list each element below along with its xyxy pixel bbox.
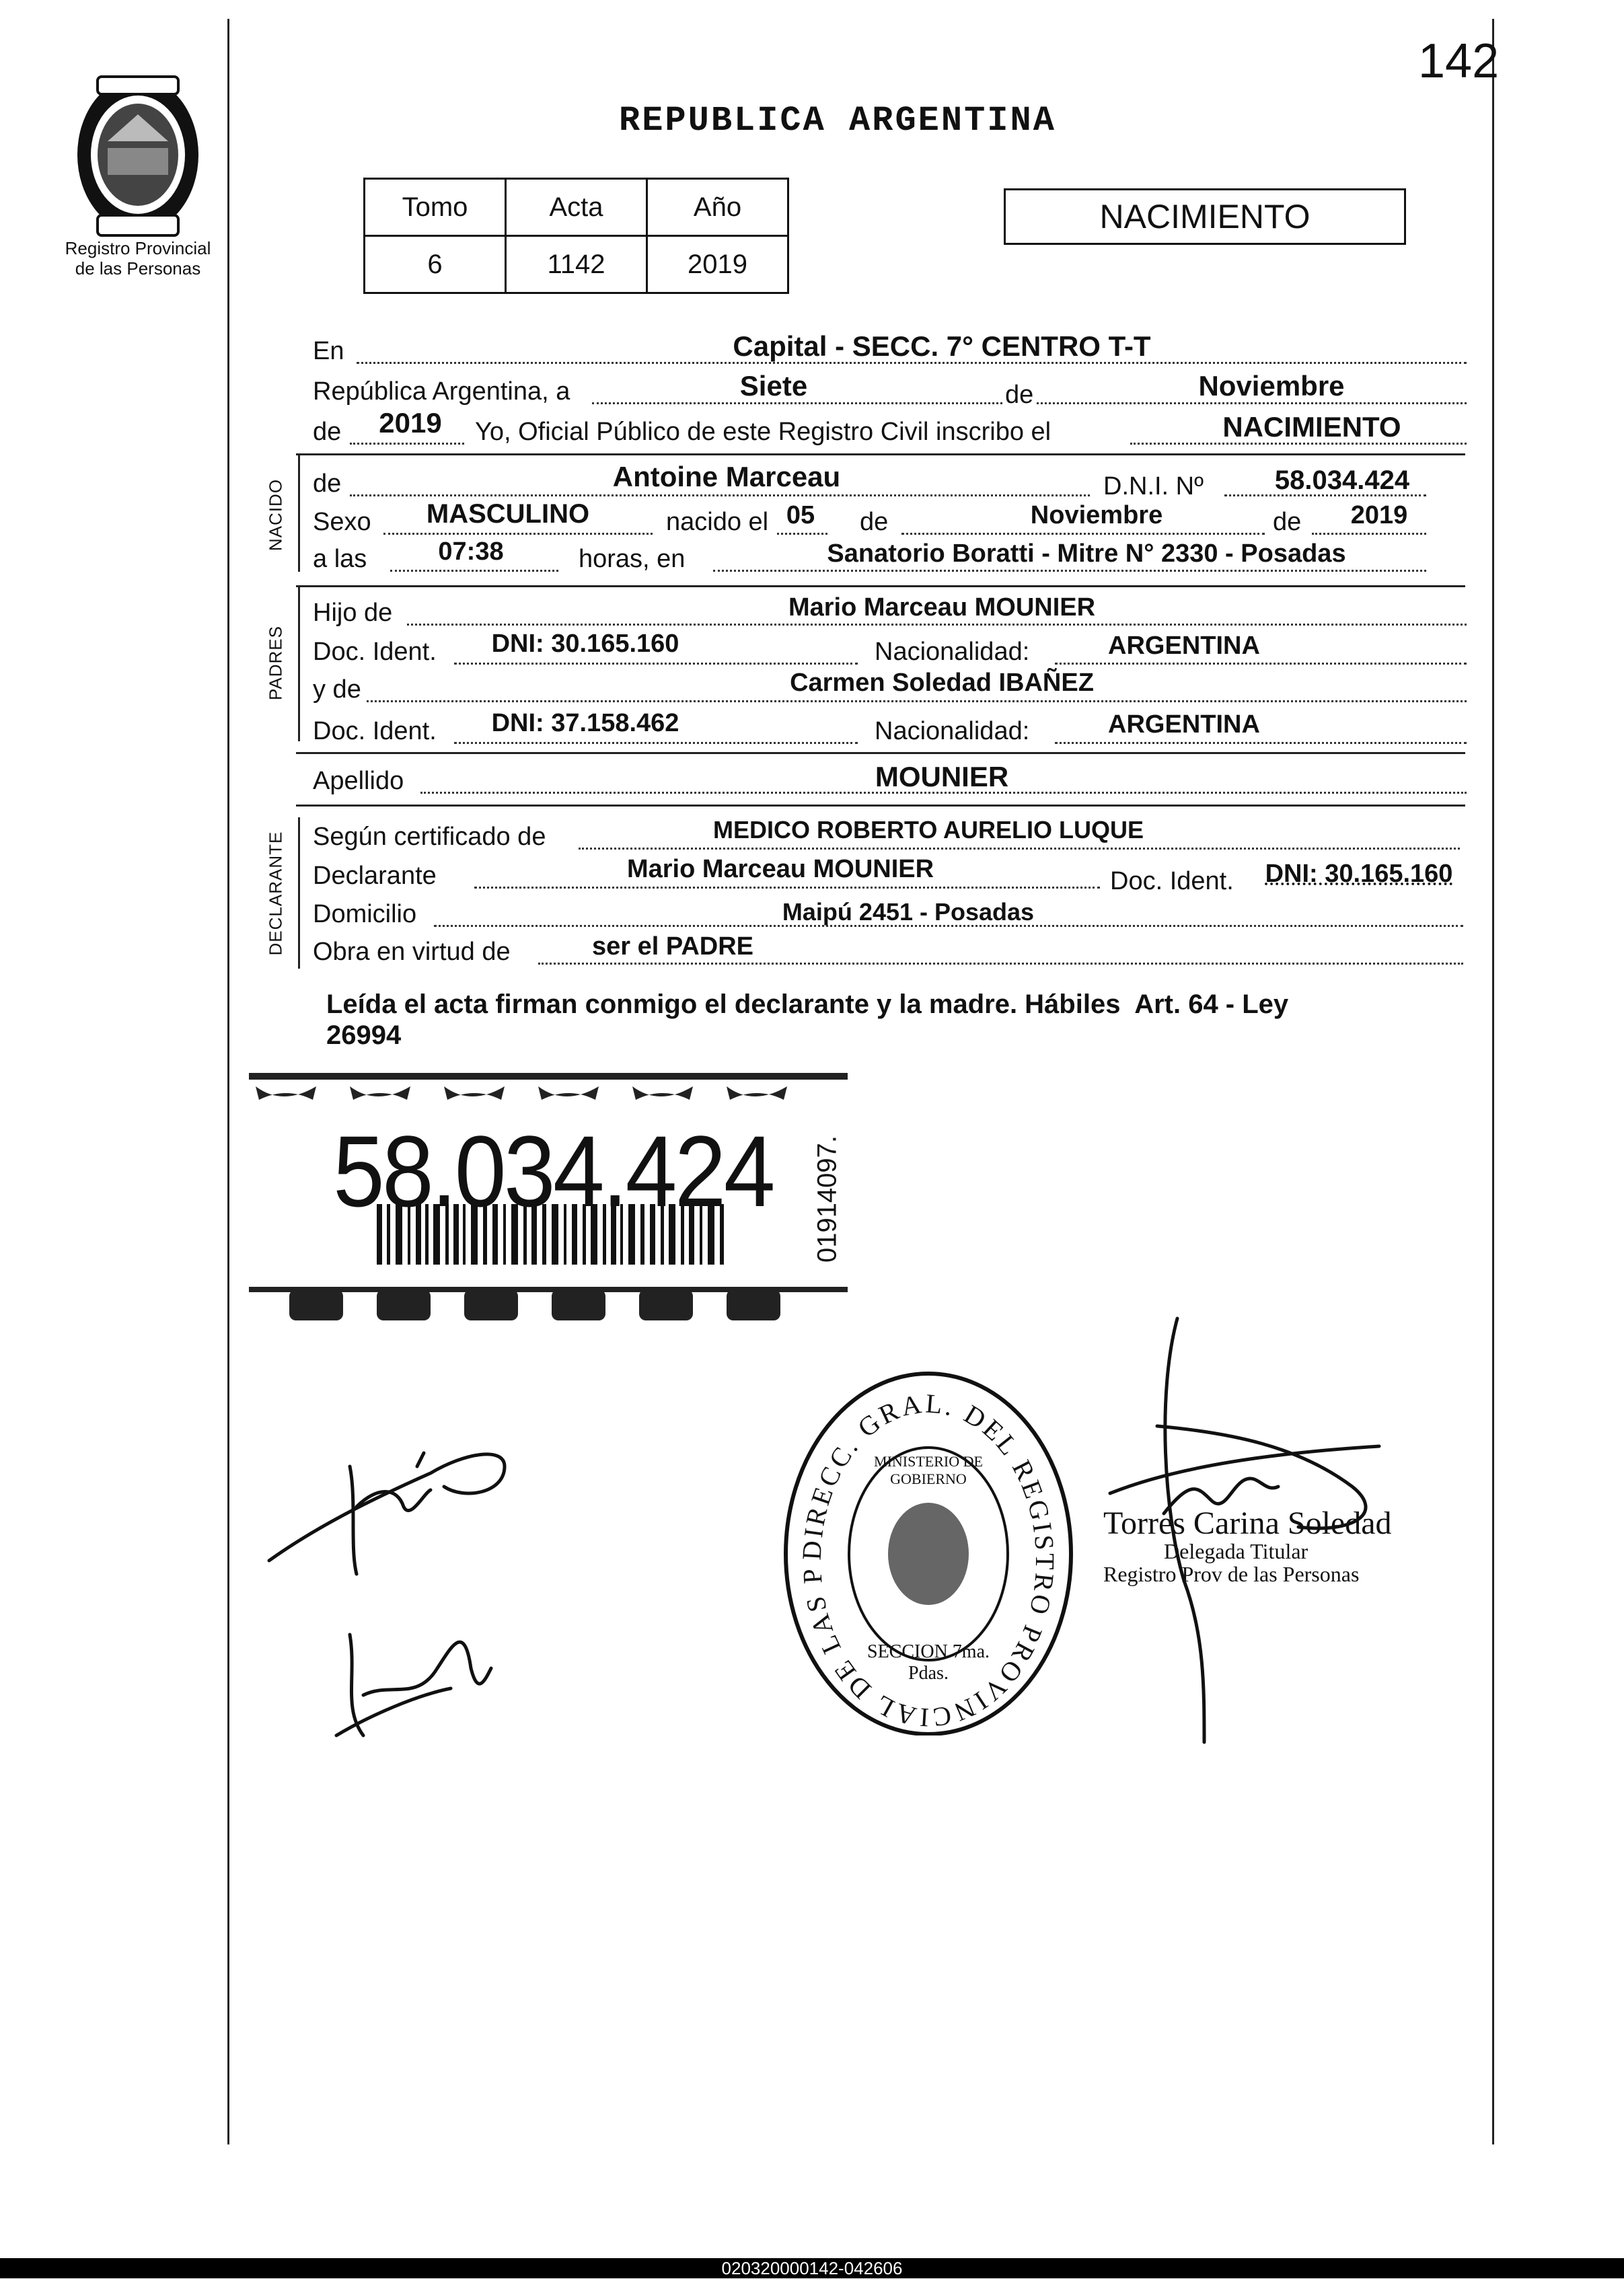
tipo-dots xyxy=(1130,443,1467,445)
official-role: Delegada Titular xyxy=(1164,1539,1308,1564)
footer-code: 020320000142-042606 xyxy=(721,2257,903,2278)
nacido-dia: 05 xyxy=(786,501,815,529)
declarante-doc: DNI: 30.165.160 xyxy=(1265,860,1453,888)
y-de-label: y de xyxy=(313,675,361,704)
province-seal-logo xyxy=(71,74,205,242)
declarante-top-rule xyxy=(296,805,1465,807)
declarante-side-label: DECLARANTE xyxy=(265,831,286,956)
padre-nombre: Mario Marceau MOUNIER xyxy=(788,593,1096,622)
stamp-outer-text: DIRECC. GRAL. DEL REGISTRO PROVINCIAL DE LAS P xyxy=(796,1388,1061,1733)
madre-dots xyxy=(367,700,1467,702)
hora-dots xyxy=(390,570,558,572)
mes-dots xyxy=(901,533,1265,535)
padre-nac-dots xyxy=(1055,663,1467,665)
table-header-anio: Año xyxy=(647,179,788,236)
nacido-sexo: MASCULINO xyxy=(426,499,590,529)
domicilio-value: Maipú 2451 - Posadas xyxy=(782,898,1035,926)
table-value-acta: 1142 xyxy=(506,236,647,293)
certificado-label: Según certificado de xyxy=(313,823,546,851)
right-margin-line xyxy=(1492,19,1494,2144)
table-header-acta: Acta xyxy=(506,179,647,236)
madre-doc-label: Doc. Ident. xyxy=(313,717,437,745)
declarante-bracket xyxy=(298,817,300,969)
padres-top-rule xyxy=(296,585,1465,587)
en-label: En xyxy=(313,337,344,365)
declarant-signature xyxy=(262,1426,531,1581)
declarante-doc-label: Doc. Ident. xyxy=(1110,867,1234,895)
nacido-dni: 58.034.424 xyxy=(1274,465,1410,495)
official-stamp xyxy=(780,1359,1076,1735)
dni-label: D.N.I. Nº xyxy=(1103,472,1204,500)
dia-dots xyxy=(777,533,827,535)
page-number: 142 xyxy=(1418,34,1500,88)
republica-label: República Argentina, a xyxy=(313,377,570,406)
de-label-1: de xyxy=(1002,382,1036,408)
padre-doc: DNI: 30.165.160 xyxy=(491,630,679,658)
table-value-anio: 2019 xyxy=(647,236,788,293)
nacido-top-rule xyxy=(296,453,1465,455)
anio-dots xyxy=(350,443,464,445)
declarante-dots xyxy=(474,887,1100,889)
apellido-label: Apellido xyxy=(313,767,404,795)
stamp-inner-top: MINISTERIO DE GOBIERNO xyxy=(874,1453,983,1487)
madre-nac-dots xyxy=(1055,742,1467,744)
table-header-tomo: Tomo xyxy=(365,179,506,236)
a-las-label: a las xyxy=(313,545,367,573)
en-dots xyxy=(357,362,1467,364)
document-title: REPUBLICA ARGENTINA xyxy=(619,101,1056,141)
footer-bar xyxy=(0,2258,1624,2278)
obra-dots xyxy=(538,963,1463,965)
mother-signature xyxy=(316,1601,538,1756)
left-margin-line xyxy=(227,19,229,2144)
table-value-tomo: 6 xyxy=(365,236,506,293)
official-name: Torres Carina Soledad xyxy=(1103,1505,1392,1541)
certificado-value: MEDICO ROBERTO AURELIO LUQUE xyxy=(712,816,1144,844)
de-label-2: de xyxy=(313,418,342,446)
nacido-bracket xyxy=(298,455,300,572)
logo-caption xyxy=(27,239,249,279)
sticker-serial: 01914097. xyxy=(812,1135,842,1263)
official-block xyxy=(1103,1507,1392,1586)
nacido-hora: 07:38 xyxy=(438,537,504,566)
logo-caption-line1: Registro Provincial xyxy=(65,238,211,258)
tipo-value: NACIMIENTO xyxy=(1222,411,1401,443)
sexo-dots xyxy=(383,533,653,535)
oficial-text: Yo, Oficial Público de este Registro Civil inscribo el xyxy=(475,418,1051,446)
horas-en-label: horas, en xyxy=(579,545,686,573)
lugar-dots xyxy=(713,570,1426,572)
apellido-value: MOUNIER xyxy=(875,761,1009,792)
nacido-de-label-2: de xyxy=(860,508,889,536)
nacido-side-label: NACIDO xyxy=(265,478,286,552)
en-value: Capital - SECC. 7° CENTRO T-T xyxy=(733,330,1151,362)
padres-bottom-rule xyxy=(296,752,1465,754)
padres-side-label: PADRES xyxy=(265,626,286,700)
record-type-box xyxy=(1004,188,1406,245)
madre-doc-dots xyxy=(454,742,858,744)
nombre-dots xyxy=(350,494,1090,496)
domicilio-label: Domicilio xyxy=(313,900,417,928)
certificado-dots xyxy=(579,848,1460,850)
nacido-lugar: Sanatorio Boratti - Mitre N° 2330 - Posadas xyxy=(827,539,1346,568)
closing-text-line1: Leída el acta firman conmigo el declarante y la madre. Hábiles Art. 64 - Ley xyxy=(326,989,1289,1019)
record-type: NACIMIENTO xyxy=(1099,198,1311,235)
padre-nac-label: Nacionalidad: xyxy=(875,638,1030,666)
sticker-number: 58.034.424 xyxy=(333,1115,773,1228)
padre-doc-label: Doc. Ident. xyxy=(313,638,437,666)
mes-value: Noviembre xyxy=(1198,370,1345,402)
nacido-el-label: nacido el xyxy=(666,508,769,536)
madre-doc: DNI: 37.158.462 xyxy=(491,709,679,737)
obra-label: Obra en virtud de xyxy=(313,938,511,966)
nacido-de-label: de xyxy=(313,470,342,498)
nacido-anio: 2019 xyxy=(1350,501,1408,529)
declarante-label: Declarante xyxy=(313,862,437,890)
anio-value: 2019 xyxy=(379,407,442,439)
declarante-value: Mario Marceau MOUNIER xyxy=(626,855,934,883)
nacido-nombre: Antoine Marceau xyxy=(612,461,841,492)
record-table xyxy=(363,178,789,294)
logo-caption-line2: de las Personas xyxy=(75,258,201,278)
closing-text xyxy=(326,989,1288,1051)
padre-nacionalidad: ARGENTINA xyxy=(1108,632,1260,660)
padre-dots xyxy=(407,624,1467,626)
obra-value: ser el PADRE xyxy=(591,932,754,961)
dia-value: Siete xyxy=(739,370,808,402)
closing-text-line2: 26994 xyxy=(326,1020,402,1050)
hijo-de-label: Hijo de xyxy=(313,599,393,627)
sexo-label: Sexo xyxy=(313,508,371,536)
nacido-mes: Noviembre xyxy=(1030,501,1163,529)
madre-nacionalidad: ARGENTINA xyxy=(1108,710,1260,739)
stamp-inner-bottom: SECCION 7ma. Pdas. xyxy=(867,1641,990,1684)
padre-doc-dots xyxy=(454,663,858,665)
madre-nombre: Carmen Soledad IBAÑEZ xyxy=(790,669,1094,697)
official-office: Registro Prov de las Personas xyxy=(1103,1561,1360,1586)
nacido-de-label-3: de xyxy=(1273,508,1302,536)
madre-nac-label: Nacionalidad: xyxy=(875,717,1030,745)
anio2-dots xyxy=(1312,533,1426,535)
padres-bracket xyxy=(298,587,300,741)
barcode-sticker xyxy=(249,1073,848,1329)
